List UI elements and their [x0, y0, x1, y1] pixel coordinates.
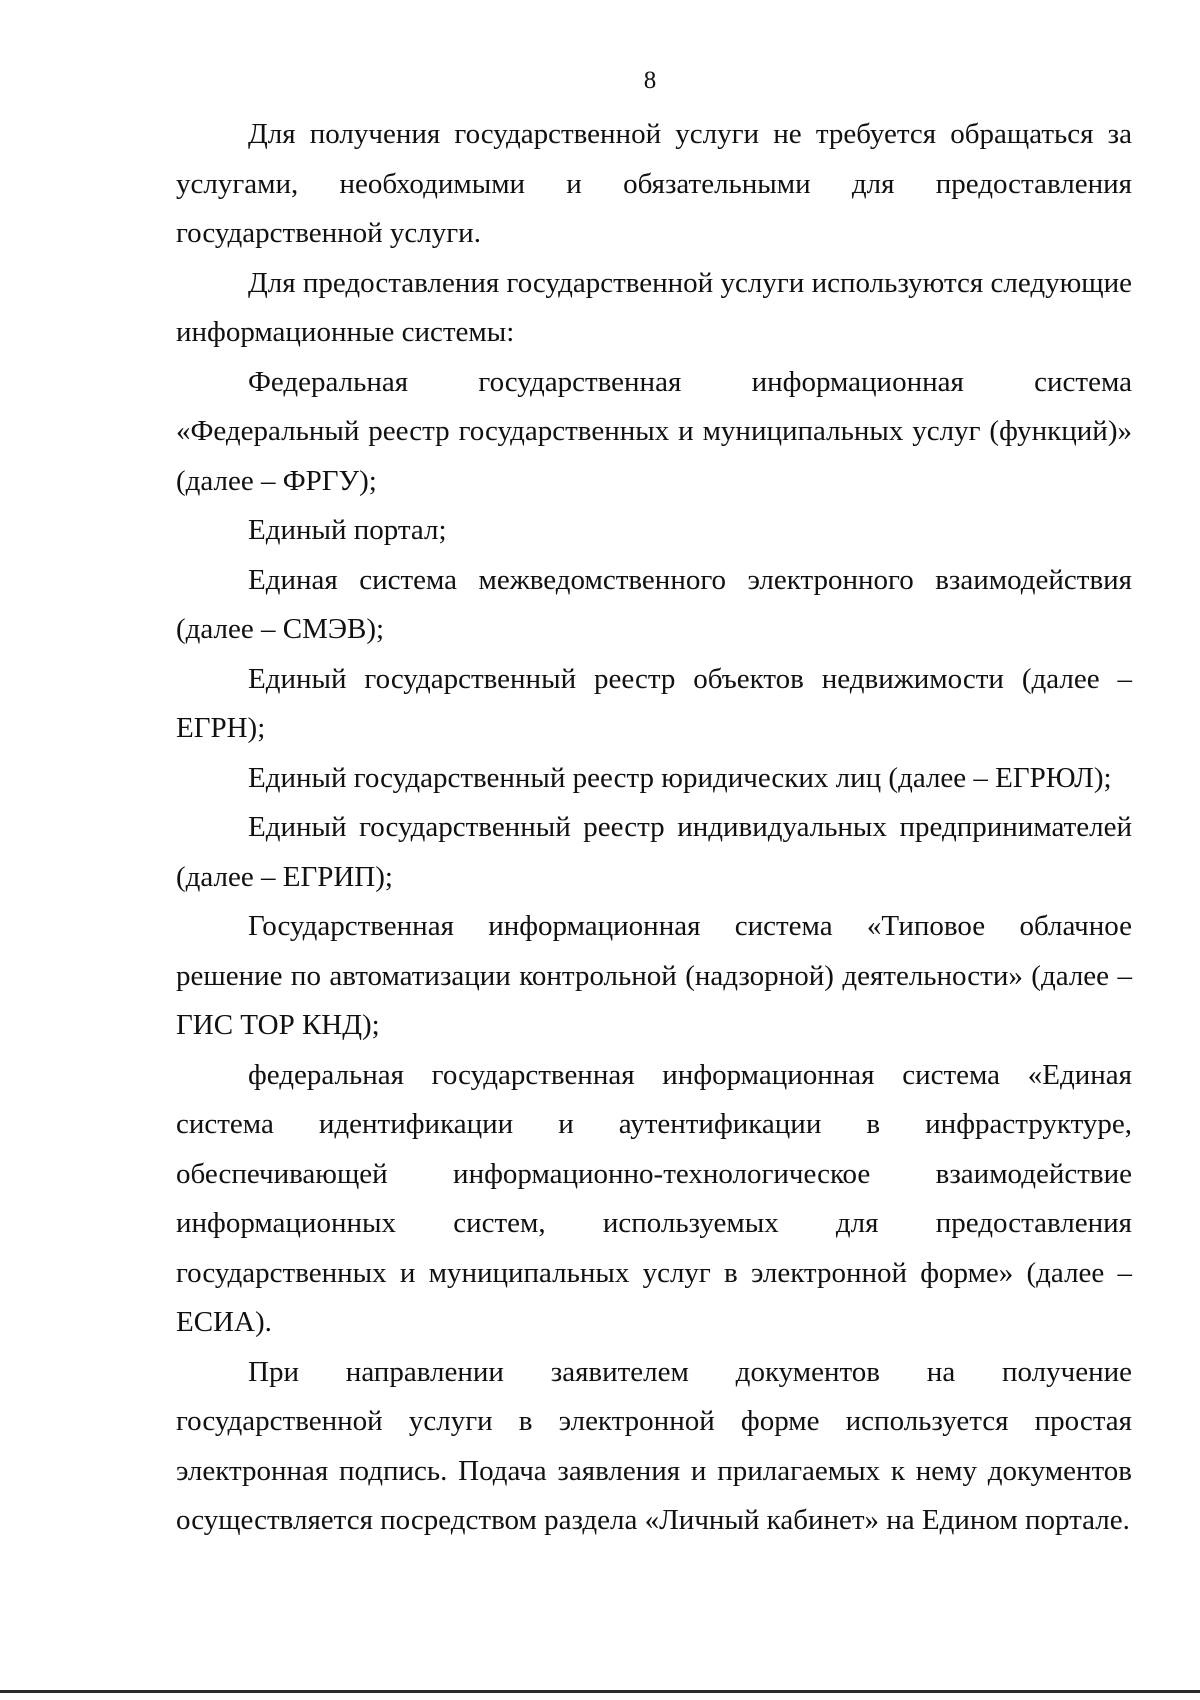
- paragraph-esia: федеральная государственная информационная система «Единая система идентификации и аутентификации в инфраструктуре, обеспечивающей информационно-технологическое взаимодействие информационных систем, используемых для предоставления государственных и муниципальных услуг в электронной форме» (далее – ЕСИА).: [176, 1058, 1132, 1338]
- paragraph-unified-portal: Единый портал;: [248, 514, 447, 546]
- paragraph-no-required-services: Для получения государственной услуги не требуется обращаться за услугами, необходимыми и обязательными для предоставления государственной услуги.: [176, 118, 1132, 249]
- paragraph-smev: Единая система межведомственного электронного взаимодействия (далее – СМЭВ);: [176, 563, 1132, 645]
- paragraph-gis-tor-knd: Государственная информационная система «Типовое облачное решение по автоматизации контрольной (надзорной) деятельности» (далее – ГИС ТОР КНД);: [176, 910, 1132, 1041]
- paragraph-information-systems-intro: Для предоставления государственной услуги используются следующие информационные системы:: [176, 266, 1132, 348]
- bottom-edge-line: [0, 1690, 1200, 1693]
- paragraph-egrn: Единый государственный реестр объектов недвижимости (далее – ЕГРН);: [176, 662, 1132, 744]
- document-body: [176, 110, 1132, 1546]
- paragraph-frgu: Федеральная государственная информационная система «Федеральный реестр государственных и муниципальных услуг (функций)» (далее – ФРГУ);: [176, 365, 1132, 497]
- paragraph-egrip: Единый государственный реестр индивидуальных предпринимателей (далее – ЕГРИП);: [176, 811, 1132, 893]
- paragraph-egrul: Единый государственный реестр юридических лиц (далее – ЕГРЮЛ);: [248, 761, 1112, 794]
- page-number: 8: [643, 67, 657, 94]
- paragraph-electronic-signature: При направлении заявителем документов на получение государственной услуги в электронной форме используется простая электронная подпись. Подача заявления и прилагаемых к нему документов осуществляется посредством раздела «Личный кабинет» на Едином портале.: [176, 1355, 1132, 1536]
